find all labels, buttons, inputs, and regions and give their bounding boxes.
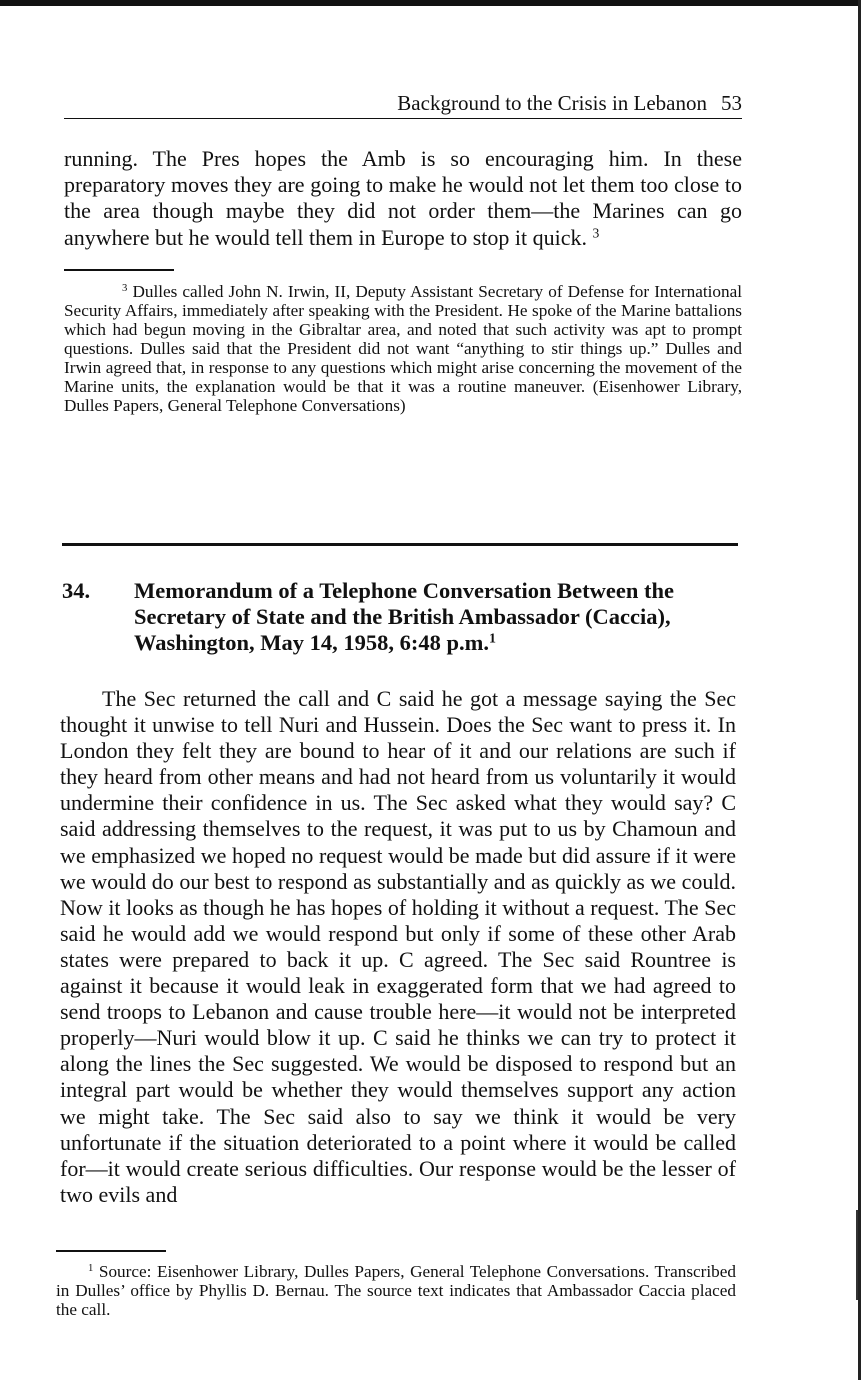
continued-paragraph [64,146,742,251]
footnote-rule-bottom [56,1250,166,1252]
footnote-1 [56,1262,736,1319]
footnote-3-text: Dulles called John N. Irwin, II, Deputy Assistant Secretary of Defense for International Security Affairs, immediately after speaking with the President. He spoke of the Marine battalions which had begun moving in the Gibraltar area, and noted that such activity was apt to prompt questions. Dulles said that the President did not want “anything to stir things up.” Dulles and Irwin agreed that, in response to any questions which might arise concerning the movement of the Marine units, the explanation would be that it was a routine maneuver. (Eisenhower Library, Dulles Papers, General Telephone Conversations) [64,282,743,415]
continued-text: running. The Pres hopes the Amb is so encouraging him. In these preparatory moves they are going to make he would not let them too close to the area though maybe they did not order them—the Marines can go anywhere but he would tell them in Europe to stop it quick. [64,146,742,250]
footnote-ref-3: 3 [592,225,600,241]
footnote-3 [64,282,742,415]
footnote-3-marker: 3 [122,283,128,295]
document-number: 34. [62,578,91,603]
running-title: Background to the Crisis in Lebanon [397,91,707,115]
page-number: 53 [721,91,742,115]
page-top-edge [0,0,861,6]
footnote-rule-top [64,269,174,271]
document-title-text: Memorandum of a Telephone Conversation Between the Secretary of State and the British Ambassador (Caccia), Washington, May 14, 1958, 6:48 p.m. [134,578,674,655]
footnote-ref-1: 1 [489,631,497,647]
section-divider [62,543,738,546]
scan-edge-mark [856,1210,858,1300]
document-title [134,578,738,656]
document-body: The Sec returned the call and C said he got a message saying the Sec thought it unwise to tell Nuri and Hussein. Does the Sec want to press it. In London they felt they are bound to hear of it and our relations are such if they heard from other means and had not heard from us voluntarily it would undermine their confidence in us. The Sec asked what they would say? C said addressing themselves to the request, it was put to us by Chamoun and we emphasized we hoped no request would be made but did assure if it were we would do our best to respond as substantially and as quickly as we could. Now it looks as though he has hopes of holding it without a request. The Sec said he would add we would respond but only if some of these other Arab states were prepared to back it up. C agreed. The Sec said Rountree is against it because it would leak in exaggerated form that we had agreed to send troops to Lebanon and cause trouble here—it would not be interpreted properly—Nuri would blow it up. C said he thinks we can try to protect it along the lines the Sec suggested. We would be disposed to respond but an integral part would be whether they would themselves support any action we might take. The Sec said also to say we think it would be very unfortunate if the situation deteriorated to a point where it would be called for—it would create serious difficulties. Our response would be the lesser of two evils and [60,686,736,1207]
footnote-1-text: Source: Eisenhower Library, Dulles Papers, General Telephone Conversations. Transcribed in Dulles’ office by Phyllis D. Bernau. The source text indicates that Ambassador Caccia placed the call. [56,1262,736,1319]
running-header [64,88,742,119]
footnote-1-marker: 1 [88,1263,94,1275]
